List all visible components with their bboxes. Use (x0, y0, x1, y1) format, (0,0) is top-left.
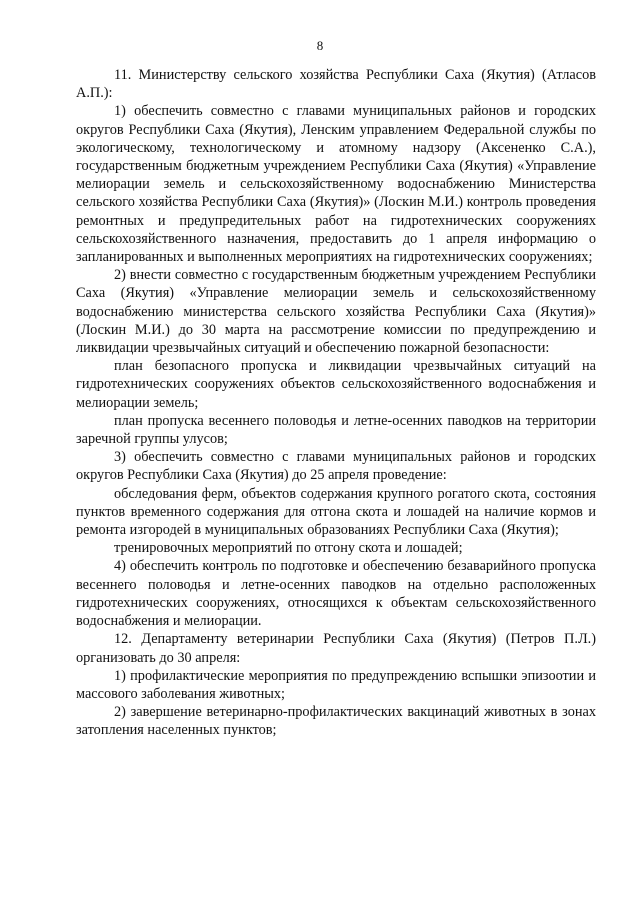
item-11-subitem-2: 2) внести совместно с государственным бюджетным учреждением Республики Саха (Якутия) «Управление мелиорации земель и сельскохозяйственному водоснабжению министерства сельского хозяйства Республики Саха (Якутия)» (Лоскин М.И.) до 30 марта на рассмотрение комиссии по предупреждению и ликвидации чрезвычайных ситуаций и обеспечению пожарной безопасности: (76, 267, 596, 357)
plan-safe-passage: план безопасного пропуска и ликвидации чрезвычайных ситуаций на гидротехнических сооружениях объектов сельскохозяйственного водоснабжения и мелиорации земель; (76, 358, 596, 411)
item-11-ministry-agriculture: 11. Министерству сельского хозяйства Республики Саха (Якутия) (Атласов А.П.): (76, 67, 596, 102)
item-12-veterinary-department: 12. Департаменту ветеринарии Республики Саха (Якутия) (Петров П.Л.) организовать до 30 апреля: (76, 631, 596, 666)
item-12-subitem-1: 1) профилактические мероприятия по предупреждению вспышки эпизоотии и массового заболевания животных; (76, 667, 596, 702)
page-number: 8 (316, 38, 324, 53)
plan-flood-passage: план пропуска весеннего половодья и летне-осенних паводков на территории заречной группы улусов; (76, 412, 596, 448)
item-11-subitem-1: 1) обеспечить совместно с главами муниципальных районов и городских округов Республики Саха (Якутия), Ленским управлением Федеральной службы по экологическому, технологическому и атомному надзору (Аксененко С.А.), государственным бюджетным учреждением Республики Саха (Якутия) «Управление мелиорации земель и сельскохозяйственному водоснабжению Министерства сельского хозяйства Республики Саха (Якутия)» (Лоскин М.И.) контроль проведения ремонтных и предупредительных работ на гидротехнических сооружениях сельскохозяйственного назначения, предоставить до 1 апреля информацию о запланированных и выполненных мероприятиях на гидротехнических сооружениях; (76, 103, 596, 266)
document-body (76, 66, 596, 740)
item-12-subitem-2: 2) завершение ветеринарно-профилактических вакцинаций животных в зонах затопления населенных пунктов; (76, 704, 596, 739)
item-11-subitem-4: 4) обеспечить контроль по подготовке и обеспечению безаварийного пропуска весеннего половодья и летне-осенних паводков на отдельно расположенных гидротехнических сооружениях, относящихся к объектам сельскохозяйственного водоснабжения и мелиорации. (76, 558, 596, 630)
item-11-subitem-3: 3) обеспечить совместно с главами муниципальных районов и городских округов Республики Саха (Якутия) до 25 апреля проведение: (76, 449, 596, 484)
training-activities: тренировочных мероприятий по отгону скота и лошадей; (114, 540, 463, 557)
farm-inspection: обследования ферм, объектов содержания крупного рогатого скота, состояния пунктов временного содержания для отгона скота и лошадей на наличие кормов и ремонта изгородей в муниципальных образованиях Республики Саха (Якутия); (76, 485, 596, 539)
